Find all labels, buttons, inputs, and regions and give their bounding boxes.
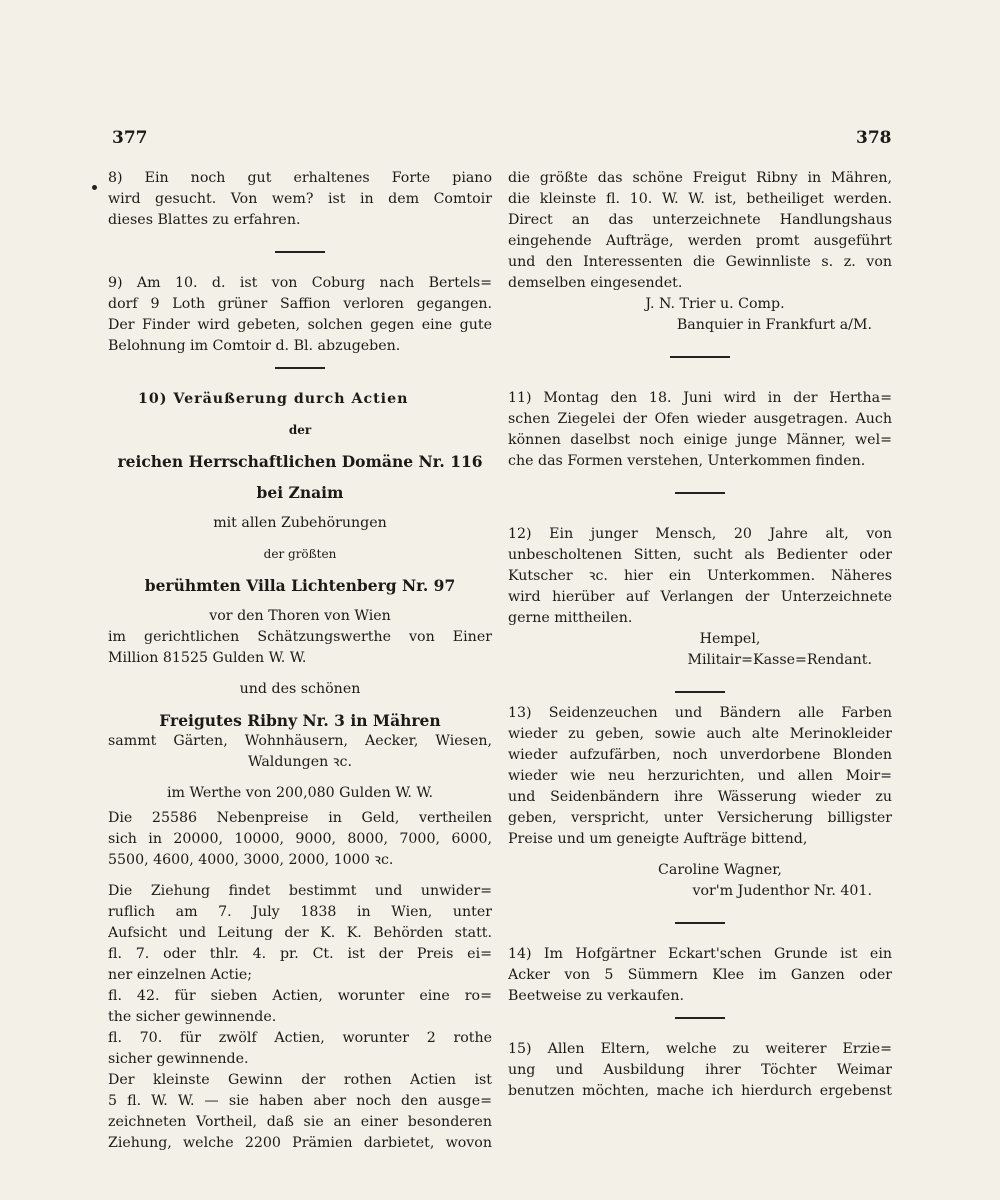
notice-10-body-line: 5 fl. W. W. — sie haben aber noch den ausge=	[108, 1093, 492, 1109]
notice-10-body-line: zeichneten Vortheil, daß sie an einer besonderen	[108, 1114, 492, 1130]
notice-line: wieder wie neu herzurichten, und allen Moir=	[508, 768, 892, 784]
notice-line: die größte das schöne Freigut Ribny in Mähren,	[508, 170, 892, 186]
notice-line: dieses Blattes zu erfahren.	[108, 212, 301, 228]
notice-15	[508, 1039, 892, 1102]
notice-line: benutzen möchten, mache ich hierdurch ergebenst	[508, 1083, 892, 1099]
notice-line: Acker von 5 Sümmern Klee im Ganzen oder	[508, 967, 892, 983]
notice-10-body-line: Der kleinste Gewinn der rothen Actien ist	[108, 1072, 492, 1088]
notice-line: und den Interessenten die Gewinnliste s. z. von	[508, 254, 892, 270]
notice-10-body-line: Die Ziehung findet bestimmt und unwider=	[108, 883, 492, 899]
margin-mark	[92, 185, 97, 190]
left-column	[108, 168, 492, 1154]
notice-line: wird gesucht. Von wem? ist in dem Comtoir	[108, 191, 492, 207]
signature-title: Militair=Kasse=Rendant.	[687, 652, 872, 668]
notice-10-million: Million 81525 Gulden W. W.	[108, 650, 307, 666]
signature-title: vor'm Judenthor Nr. 401.	[692, 883, 872, 899]
notice-10-schoenen: und des schönen	[239, 681, 361, 697]
right-column	[508, 168, 892, 1102]
notice-line: 11) Montag den 18. Juni wird in der Hertha=	[508, 390, 892, 406]
notice-line: demselben eingesendet.	[508, 275, 683, 291]
signature-hempel	[508, 629, 892, 671]
notice-10-waldungen: Waldungen ꝛc.	[247, 754, 352, 770]
notice-10-domaene: reichen Herrschaftlichen Domäne Nr. 116	[117, 452, 483, 471]
notice-line: die kleinste fl. 10. W. W. ist, betheiliget werden.	[508, 191, 892, 207]
signature-title: Banquier in Frankfurt a/M.	[676, 317, 872, 333]
notice-10-body-line: sich in 20000, 10000, 9000, 8000, 7000, 6000,	[108, 831, 492, 847]
notice-10-schaetzung: im gerichtlichen Schätzungswerthe von Einer	[108, 629, 492, 645]
notice-line: wieder aufzufärben, noch unverdorbene Blonden	[508, 747, 892, 763]
notice-line: 9) Am 10. d. ist von Coburg nach Bertels=	[108, 275, 492, 291]
notice-line: wieder zu geben, sowie auch alte Merinokleider	[508, 726, 892, 742]
notice-line: geben, verspricht, unter Versicherung billigster	[508, 810, 892, 826]
notice-line: eingehende Aufträge, werden promt ausgeführt	[508, 233, 892, 249]
notice-10-heading: 10) Veräußerung durch Actien	[138, 391, 409, 407]
notice-10-villa: berühmten Villa Lichtenberg Nr. 97	[144, 576, 456, 595]
notice-line: Kutscher ꝛc. hier ein Unterkommen. Näheres	[508, 568, 892, 584]
notice-line: 8) Ein noch gut erhaltenes Forte piano	[108, 170, 492, 186]
notice-12	[508, 524, 892, 629]
notice-line: Belohnung im Comtoir d. Bl. abzugeben.	[108, 338, 401, 354]
notice-line: Beetweise zu verkaufen.	[508, 988, 684, 1004]
page-number-left: 377	[112, 128, 148, 148]
notice-line: Preise und um geneigte Aufträge bittend,	[508, 831, 808, 847]
notice-8	[108, 168, 492, 231]
notice-line: Der Finder wird gebeten, solchen gegen eine gute	[108, 317, 492, 333]
notice-10-body-line: 5500, 4600, 4000, 3000, 2000, 1000 ꝛc.	[108, 852, 394, 868]
notice-line: che das Formen verstehen, Unterkommen finden.	[508, 453, 866, 469]
notice-10	[108, 389, 492, 1154]
notice-10-body-line: fl. 7. oder thlr. 4. pr. Ct. ist der Preis ei=	[108, 946, 492, 962]
signature-name: Hempel,	[699, 631, 761, 647]
notice-line: 12) Ein junger Mensch, 20 Jahre alt, von	[508, 526, 892, 542]
notice-10-body-line: Die 25586 Nebenpreise in Geld, vertheilen	[108, 810, 492, 826]
notice-line: können daselbst noch einige junge Männer, wel=	[508, 432, 892, 448]
notice-line: gerne mittheilen.	[508, 610, 633, 626]
signature-name: J. N. Trier u. Comp.	[645, 296, 785, 312]
signature-wagner	[508, 860, 892, 902]
notice-10-zubehoer: mit allen Zubehörungen	[213, 515, 387, 531]
signature-name: Caroline Wagner,	[658, 862, 782, 878]
notice-10-gaerten: sammt Gärten, Wohnhäusern, Aecker, Wiesen,	[108, 733, 492, 749]
notice-10-body-line: the sicher gewinnende.	[108, 1009, 277, 1025]
notice-line: schen Ziegelei der Ofen wieder ausgetragen. Auch	[508, 411, 892, 427]
notice-10-body-line: Ziehung, welche 2200 Prämien darbietet, wovon	[108, 1135, 492, 1151]
signature-trier	[508, 294, 892, 336]
notice-line: und Seidenbändern ihre Wässerung wieder zu	[508, 789, 892, 805]
notice-11	[508, 388, 892, 472]
page-number-right: 378	[856, 128, 892, 148]
notice-10-groessten: der größten	[263, 547, 337, 561]
notice-9	[108, 273, 492, 357]
notice-14	[508, 944, 892, 1007]
notice-10-body-line: sicher gewinnende.	[108, 1051, 249, 1067]
notice-line: Direct an das unterzeichnete Handlungshaus	[508, 212, 892, 228]
notice-line: 14) Im Hofgärtner Eckart'schen Grunde ist ein	[508, 946, 892, 962]
notice-line: 13) Seidenzeuchen und Bändern alle Farben	[508, 705, 892, 721]
notice-line: ung und Ausbildung ihrer Töchter Weimar	[508, 1062, 892, 1078]
notice-10-body-line: ner einzelnen Actie;	[108, 967, 253, 983]
notice-13	[508, 703, 892, 850]
notice-line: 15) Allen Eltern, welche zu weiterer Erzie=	[508, 1041, 892, 1057]
notice-10-continuation	[508, 168, 892, 294]
notice-10-body-line: ruflich am 7. July 1838 in Wien, unter	[108, 904, 492, 920]
notice-10-werthe: im Werthe von 200,080 Gulden W. W.	[166, 785, 434, 801]
notice-10-freigut: Freigutes Ribny Nr. 3 in Mähren	[159, 711, 441, 730]
notice-10-thoren: vor den Thoren von Wien	[209, 608, 391, 624]
notice-10-body-line: fl. 42. für sieben Actien, worunter eine ro=	[108, 988, 492, 1004]
notice-10-der: der	[288, 423, 312, 437]
notice-10-body-line: Aufsicht und Leitung der K. K. Behörden statt.	[108, 925, 492, 941]
notice-line: dorf 9 Loth grüner Saffion verloren gegangen.	[108, 296, 492, 312]
notice-line: wird hierüber auf Verlangen der Unterzeichnete	[508, 589, 892, 605]
notice-line: unbescholtenen Sitten, sucht als Bedienter oder	[508, 547, 892, 563]
notice-10-body-line: fl. 70. für zwölf Actien, worunter 2 rothe	[108, 1030, 492, 1046]
notice-10-bei-znaim: bei Znaim	[256, 483, 344, 502]
